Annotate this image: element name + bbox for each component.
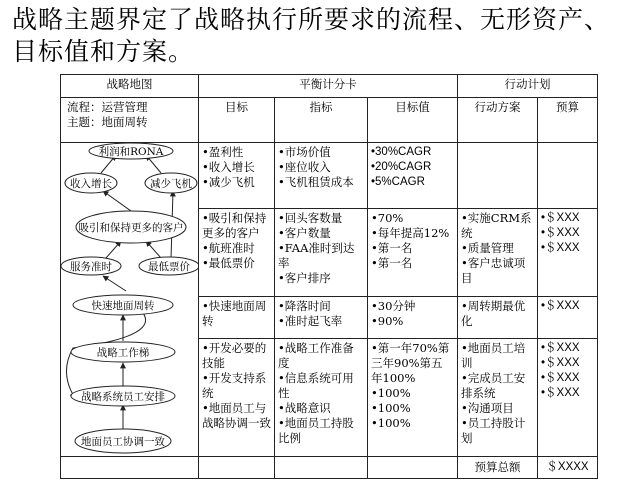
map-label-fewer-planes: 减少飞机 (150, 178, 192, 190)
map-label-fast-turnaround: 快速地面周转 (91, 300, 155, 312)
map-label-strategic-jobs: 战略工作梯 (96, 347, 150, 359)
row4-target-item: •第一年70%第三年90%第五年100% (371, 341, 450, 385)
row1-objective-item: •盈利性 (202, 145, 244, 159)
row4-indicator-item: •战略工作准备度 (278, 341, 354, 370)
header-action-plan: 行动计划 (458, 75, 598, 98)
row2-action-item: •质量管理 (461, 241, 514, 255)
row3-indicator-item: •降落时间 (278, 299, 331, 313)
row4-target (368, 339, 458, 457)
row3-budget-item: •＄XXX (541, 300, 580, 312)
row3-indicator-item: •准时起飞率 (278, 314, 343, 328)
row4-action-item: •沟通项目 (461, 401, 514, 415)
row1-objective-item: •收入增长 (202, 160, 255, 174)
row4-objective-item: •开发支持系统 (202, 371, 267, 400)
row2-objective-item: •吸引和保持更多的客户 (202, 211, 267, 240)
row2-target-item: •第一名 (371, 256, 413, 270)
footer-empty (199, 457, 275, 479)
row4-target-item: •100% (371, 386, 411, 400)
row4-indicator-item: •地面员工持股比例 (278, 416, 354, 445)
row4-budget-item: •＄XXX (541, 372, 580, 384)
row2-budget (538, 209, 598, 297)
map-label-strategic-systems: 战略系统员工安排 (81, 391, 165, 403)
strategy-table (60, 74, 598, 479)
row1-target-item: •5%CAGR (371, 176, 425, 188)
row1-target-item: •20%CAGR (371, 161, 432, 173)
row2-objective-item: •航班准时 (202, 241, 255, 255)
process-label: 流程：运营管理 (67, 100, 148, 114)
col-indicator: 指标 (275, 98, 368, 143)
row1-indicator-item: •座位收入 (278, 160, 331, 174)
row3-action-item: •周转期最优化 (461, 299, 526, 328)
map-label-profit-rona: 利润和RONA (98, 146, 164, 158)
row2-budget-item: •＄XXX (541, 227, 580, 239)
map-label-revenue-growth: 收入增长 (70, 178, 112, 190)
row4-action (458, 339, 538, 457)
row3-indicator (275, 297, 368, 339)
row1-budget (538, 143, 598, 209)
row2-indicator-item: •FAA准时到达率 (278, 241, 355, 270)
row4-indicator (275, 339, 368, 457)
row2-indicator-item: •客户数量 (278, 226, 331, 240)
row2-action-item: •实施CRM系统 (461, 211, 532, 240)
row3-target (368, 297, 458, 339)
header-balanced-scorecard: 平衡计分卡 (199, 75, 458, 98)
strategy-map-cell (61, 143, 199, 457)
process-theme-cell (61, 98, 199, 143)
row1-target (368, 143, 458, 209)
row2-target (368, 209, 458, 297)
row1-objective (199, 143, 275, 209)
col-target: 目标值 (368, 98, 458, 143)
header-strategy-map: 战略地图 (61, 75, 199, 98)
row3-objective (199, 297, 275, 339)
map-label-ground-crew: 地面员工协调一致 (81, 436, 165, 448)
row4-indicator-item: •信息系统可用性 (278, 371, 354, 400)
row1-indicator (275, 143, 368, 209)
row2-objective-item: •最低票价 (202, 256, 255, 270)
row3-target-item: •90% (371, 314, 404, 328)
row4-budget (538, 339, 598, 457)
page-title: 战略主题界定了战略执行所要求的流程、无形资产、目标值和方案。 (12, 5, 611, 66)
row4-action-item: •完成员工安排系统 (461, 371, 526, 400)
map-label-lowest-price: 最低票价 (148, 261, 190, 273)
row3-action (458, 297, 538, 339)
row2-budget-item: •＄XXX (541, 212, 580, 224)
row2-action-item: •客户忠诚项目 (461, 256, 526, 285)
map-label-attract-customers: 吸引和保持更多的客户 (78, 222, 184, 234)
row2-indicator-item: •回头客数量 (278, 211, 343, 225)
row1-indicator-item: •市场价值 (278, 145, 331, 159)
row2-target-item: •每年提高12% (371, 226, 450, 240)
row1-action (458, 143, 538, 209)
budget-total-value: ＄XXXX (538, 457, 598, 479)
row2-indicator-item: •客户排序 (278, 271, 331, 285)
row3-target-item: •30分钟 (371, 299, 416, 313)
row2-indicator (275, 209, 368, 297)
row4-objective (199, 339, 275, 457)
row2-action (458, 209, 538, 297)
footer-empty (61, 457, 199, 479)
map-label-on-time: 服务准时 (70, 261, 112, 273)
row4-objective-item: •开发必要的技能 (202, 341, 267, 370)
row4-budget-item: •＄XXX (541, 387, 580, 399)
row4-budget-item: •＄XXX (541, 357, 580, 369)
strategy-map-diagram (61, 143, 199, 455)
row4-action-item: •地面员工培训 (461, 341, 526, 370)
row1-target-item: •30%CAGR (371, 146, 432, 158)
col-budget: 预算 (538, 98, 598, 143)
col-objective: 目标 (199, 98, 275, 143)
theme-label: 主题：地面周转 (67, 115, 148, 129)
row4-action-item: •员工持股计划 (461, 416, 526, 445)
row2-objective (199, 209, 275, 297)
row2-budget-item: •＄XXX (541, 242, 580, 254)
row4-budget-item: •＄XXX (541, 342, 580, 354)
row2-target-item: •第一名 (371, 241, 413, 255)
footer-empty (368, 457, 458, 479)
row3-budget (538, 297, 598, 339)
row4-indicator-item: •战略意识 (278, 401, 331, 415)
budget-total-label: 预算总额 (458, 457, 538, 479)
row2-target-item: •70% (371, 211, 404, 225)
row1-indicator-item: •飞机租赁成本 (278, 175, 354, 189)
row1-objective-item: •减少飞机 (202, 175, 255, 189)
row4-objective-item: •地面员工与战略协调一致 (202, 401, 271, 430)
footer-empty (275, 457, 368, 479)
col-action: 行动方案 (458, 98, 538, 143)
row3-objective-item: •快速地面周转 (202, 299, 267, 328)
row4-target-item: •100% (371, 416, 411, 430)
row4-target-item: •100% (371, 401, 411, 415)
